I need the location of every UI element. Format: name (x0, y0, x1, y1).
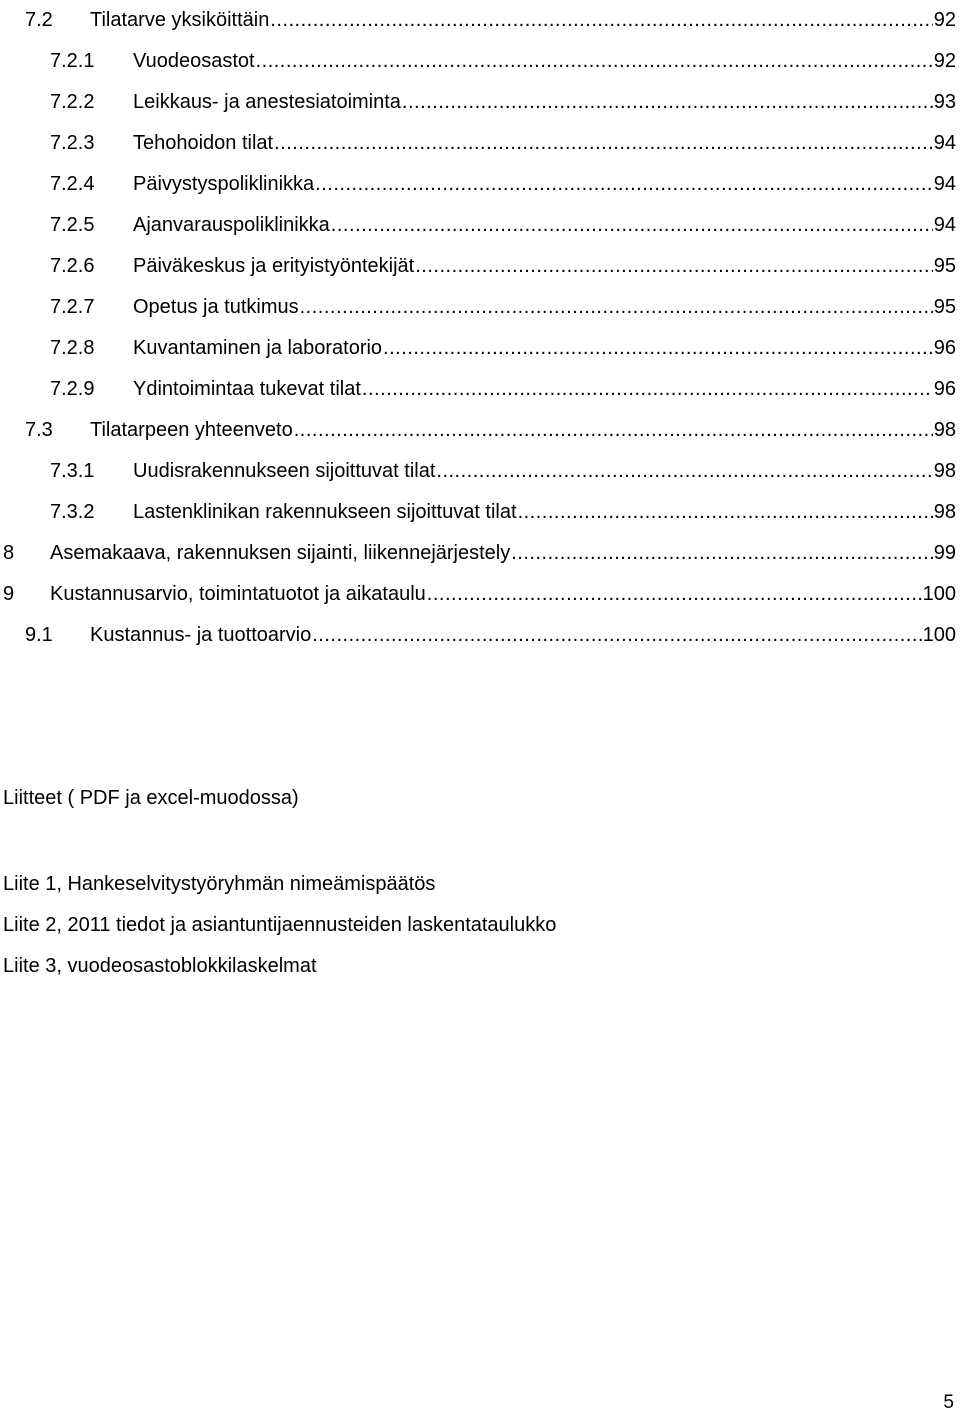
toc-entry-page: 98 (933, 501, 956, 523)
appendix-item: Liite 1, Hankeselvitystyöryhmän nimeämispäätös (3, 873, 436, 895)
toc-entry[interactable] (0, 82, 956, 123)
toc-entry-page: 96 (933, 337, 956, 359)
toc-entry[interactable] (0, 410, 956, 451)
toc-dot-leader (427, 583, 922, 606)
toc-entry[interactable] (0, 0, 956, 41)
toc-entry-number: 7.2.4 (50, 173, 95, 195)
toc-entry-number: 7.2.9 (50, 378, 95, 400)
toc-entry-number: 7.2.3 (50, 132, 95, 154)
toc-entry-title: Tilatarpeen yhteenveto (90, 419, 293, 441)
toc-entry-number: 7.3.2 (50, 501, 95, 523)
toc-entry-number: 7.3.1 (50, 460, 95, 482)
toc-entry-number: 7.2.8 (50, 337, 95, 359)
toc-entry-page: 96 (933, 378, 956, 400)
toc-entry-title: Tilatarve yksiköittäin (90, 9, 270, 31)
toc-dot-leader (415, 255, 933, 278)
toc-entry[interactable] (0, 615, 956, 656)
toc-entry-page: 94 (933, 173, 956, 195)
toc-entry[interactable] (0, 246, 956, 287)
toc-entry[interactable] (0, 492, 956, 533)
toc-entry-title: Ydintoimintaa tukevat tilat (133, 378, 361, 400)
toc-dot-leader (300, 296, 933, 319)
toc-entry-number: 7.2.7 (50, 296, 95, 318)
toc-entry-number: 8 (3, 542, 15, 564)
appendix-item: Liite 3, vuodeosastoblokkilaskelmat (3, 955, 317, 977)
toc-dot-leader (315, 173, 933, 196)
toc-entry-title: Leikkaus- ja anestesiatoiminta (133, 91, 401, 113)
toc-entry-title: Ajanvarauspoliklinikka (133, 214, 330, 236)
toc-entry[interactable] (0, 574, 956, 615)
toc-dot-leader (383, 337, 933, 360)
toc-entry-number: 7.2.6 (50, 255, 95, 277)
toc-entry-title: Uudisrakennukseen sijoittuvat tilat (133, 460, 436, 482)
toc-entry-number: 9 (3, 583, 15, 605)
toc-entry-page: 92 (933, 50, 956, 72)
toc-dot-leader (362, 378, 933, 401)
toc-entry-page: 100 (922, 583, 956, 605)
toc-entry-number: 7.3 (25, 419, 53, 441)
toc-dot-leader (511, 542, 933, 565)
toc-dot-leader (256, 50, 933, 73)
toc-entry-page: 93 (933, 91, 956, 113)
toc-entry-title: Opetus ja tutkimus (133, 296, 299, 318)
toc-entry-title: Päiväkeskus ja erityistyöntekijät (133, 255, 415, 277)
appendix-item: Liite 2, 2011 tiedot ja asiantuntijaennusteiden laskentataulukko (3, 914, 557, 936)
toc-entry[interactable] (0, 205, 956, 246)
toc-entry[interactable] (0, 369, 956, 410)
toc-entry-page: 100 (922, 624, 956, 646)
toc-dot-leader (294, 419, 933, 442)
toc-dot-leader (518, 501, 933, 524)
appendix-heading: Liitteet ( PDF ja excel-muodossa) (3, 787, 299, 809)
toc-entry-page: 94 (933, 132, 956, 154)
toc-entry-title: Päivystyspoliklinikka (133, 173, 315, 195)
toc-entry[interactable] (0, 451, 956, 492)
toc-dot-leader (436, 460, 932, 483)
toc-entry-number: 7.2.1 (50, 50, 95, 72)
toc-entry-title: Asemakaava, rakennuksen sijainti, liikennejärjestely (50, 542, 511, 564)
toc-dot-leader (402, 91, 933, 114)
toc-entry-number: 9.1 (25, 624, 53, 646)
toc-entry-page: 92 (933, 9, 956, 31)
toc-entry-number: 7.2.5 (50, 214, 95, 236)
toc-entry[interactable] (0, 533, 956, 574)
toc-entry-number: 7.2.2 (50, 91, 95, 113)
toc-dot-leader (270, 9, 932, 32)
toc-dot-leader (312, 624, 921, 647)
toc-entry-title: Lastenklinikan rakennukseen sijoittuvat tilat (133, 501, 517, 523)
appendix-list (3, 868, 556, 991)
toc-entry-page: 95 (933, 296, 956, 318)
toc-entry[interactable] (0, 328, 956, 369)
toc-entry[interactable] (0, 123, 956, 164)
toc-entry-title: Kustannusarvio, toimintatuotot ja aikataulu (50, 583, 426, 605)
toc-entry-title: Kustannus- ja tuottoarvio (90, 624, 312, 646)
table-of-contents (0, 0, 956, 656)
toc-dot-leader (274, 132, 933, 155)
toc-dot-leader (331, 214, 933, 237)
toc-entry-title: Kuvantaminen ja laboratorio (133, 337, 383, 359)
toc-entry-page: 99 (933, 542, 956, 564)
toc-entry-page: 98 (933, 460, 956, 482)
toc-entry-title: Vuodeosastot (133, 50, 255, 72)
toc-entry[interactable] (0, 287, 956, 328)
toc-entry[interactable] (0, 41, 956, 82)
toc-entry[interactable] (0, 164, 956, 205)
toc-entry-page: 95 (933, 255, 956, 277)
toc-entry-number: 7.2 (25, 9, 53, 31)
toc-entry-page: 98 (933, 419, 956, 441)
toc-entry-title: Tehohoidon tilat (133, 132, 274, 154)
page-number: 5 (943, 1392, 954, 1413)
toc-entry-page: 94 (933, 214, 956, 236)
